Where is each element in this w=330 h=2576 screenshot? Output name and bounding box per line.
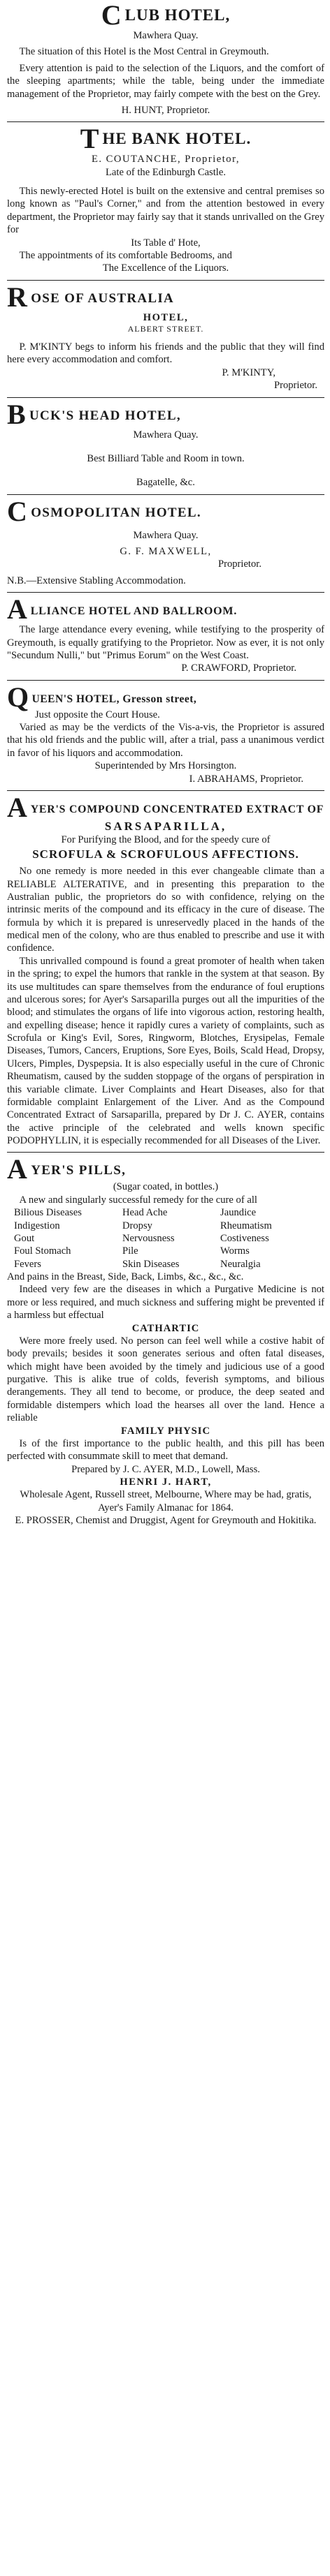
- pills-body-3: Is of the first importance to the public health, and this pill has been perfected with consummate skill to meet that demand.: [7, 1437, 324, 1463]
- disease-item: Bilious Diseases: [14, 1207, 82, 1219]
- disease-item: Rheumatism: [220, 1220, 272, 1231]
- pills-hart-agent: Wholesale Agent, Russell street, Melbourne, Where may be had, gratis, Ayer's Family Almanac for 1864.: [20, 1489, 312, 1513]
- sarsaparilla-title: AYER'S COMPOUND CONCENTRATED EXTRACT OF: [7, 791, 324, 823]
- divider: [7, 680, 324, 681]
- rose-hotel-role: Proprietor.: [273, 380, 317, 392]
- cosmopolitan-title: COSMOPOLITAN HOTEL.: [7, 495, 201, 527]
- bank-hotel-liquors: The Excellence of the Liquors.: [102, 262, 229, 274]
- pills-sugar: (Sugar coated, in bottles.): [113, 1181, 219, 1193]
- cosmopolitan-location: Mawhera Quay.: [133, 529, 199, 541]
- divider: [7, 494, 324, 495]
- bucks-head-title: BUCK'S HEAD HOTEL,: [7, 398, 181, 430]
- sarsaparilla-body-1: No one remedy is more needed in this ever changeable climate than a RELIABLE ALTERATIVE, and in presenting this preparation to the Australian public, the proprietors do so with confidence, relying on the intrinsic merits of the compound and its efficacy in the cure of disease. The formula by which it is prepared is unreservedly placed in the hands of the medical men of the colony, who are thus enabled to prescribe and use it with confidence.: [7, 866, 324, 954]
- divider: [7, 790, 324, 791]
- club-hotel-situation: The situation of this Hotel is the Most Central in Greymouth.: [19, 46, 269, 58]
- cosmopolitan-hotel-ad: [7, 495, 324, 588]
- disease-item: Skin Diseases: [122, 1258, 180, 1270]
- pills-prosser-agent: E. PROSSER, Chemist and Druggist, Agent for Greymouth and Hokitika.: [15, 1515, 317, 1527]
- disease-item: Nervousness: [122, 1232, 175, 1244]
- sarsaparilla-body-2: This unrivalled compound is found a great promoter of health when taken in the spring; to expel the humors that rankle in the system at that season. By its use multitudes can spare themselves from the endurance of foul eruptions and ulcerous sores; for Ayer's Sarsaparilla purges out all the impurities of the blood; and stimulates the organs of life into vigorous action, restoring health, and expelling disease; hence it rapidly cures a variety of complaints, such as Scrofula or King's Evil, Sores, Ringworm, Blotches, Erysipelas, Female Diseases, Tumors, Cancers, Eruptions, Sore Eyes, Boils, Scald Head, Dropsy, Ulcers, Pimples, Dyspepsia. It is also especially useful in the cure of Chronic Rheumatism, caused by the sudden stoppage of the organs of perspiration in this variable climate. Liver Complaints and Heart Diseases, also for that formidable complaint Enlargement of the Liver. And as the Compound Concentrated Extract of Sarsaparilla, prepared by Dr J. C. AYER, contains the active principle of the celebrated and wells known specific PODOPHYLLIN, it is especially recommended for all Diseases of the Liver.: [7, 955, 324, 1147]
- bank-hotel-bedrooms: The appointments of its comfortable Bedrooms, and: [19, 249, 232, 261]
- pills-intro: A new and singularly successful remedy for the cure of all: [19, 1194, 257, 1206]
- disease-item: Head Ache: [122, 1207, 168, 1219]
- bank-hotel-table: Its Table d' Hote,: [131, 237, 201, 249]
- alliance-signature: P. CRAWFORD, Proprietor.: [181, 662, 296, 674]
- bank-hotel-description: This newly-erected Hotel is built on the extensive and central premises so long known as "Paul's Corner," and from the attention bestowed in every department, the Proprietor may fairly say that it stands unrivalled on the Grey for: [7, 186, 324, 236]
- bucks-head-ad: [7, 398, 324, 489]
- cosmopolitan-nb: N.B.—Extensive Stabling Accommodation.: [7, 575, 186, 586]
- pills-hart-name: HENRI J. HART,: [120, 1476, 212, 1488]
- queens-title-tail: Just opposite the Court House.: [35, 709, 160, 720]
- queens-hotel-ad: [7, 681, 324, 785]
- divider: [7, 1152, 324, 1153]
- disease-item: Neuralgia: [220, 1258, 261, 1270]
- disease-item: Dropsy: [122, 1220, 152, 1231]
- disease-item: Jaundice: [220, 1207, 257, 1219]
- bank-hotel-late: Late of the Edinburgh Castle.: [106, 166, 226, 178]
- bucks-head-location: Mawhera Quay.: [133, 429, 199, 441]
- disease-item: Gout: [14, 1232, 35, 1244]
- rose-hotel-title-tail: HOTEL,: [143, 311, 189, 323]
- ayers-sarsaparilla-ad: [7, 791, 324, 1147]
- rose-hotel-signature: P. M'KINTY,: [222, 367, 275, 378]
- queens-superintended: Superintended by Mrs Horsington.: [94, 760, 237, 772]
- bucks-head-bagatelle: Bagatelle, &c.: [136, 477, 195, 489]
- divider: [7, 121, 324, 122]
- divider: [7, 592, 324, 593]
- ayers-pills-ad: [7, 1153, 324, 1527]
- queens-signature: I. ABRAHAMS, Proprietor.: [189, 773, 303, 785]
- club-hotel-location: Mawhera Quay.: [133, 30, 199, 41]
- queens-description: Varied as may be the verdicts of the Vis-a-vis, the Proprietor is assured that his old friends and the public will, after a trial, pass a unanimous verdict in favor of his liquors and accommodation.: [7, 722, 324, 759]
- pills-prepared: Prepared by J. C. AYER, M.D., Lowell, Mass.: [71, 1463, 260, 1475]
- disease-item: Worms: [220, 1245, 250, 1257]
- disease-item: Fevers: [14, 1258, 41, 1270]
- pills-diseases-list: [7, 1206, 324, 1271]
- sarsaparilla-product: SARSAPARILLA,: [104, 819, 227, 833]
- bank-hotel-proprietor: E. COUTANCHE, Proprietor,: [91, 154, 241, 165]
- rose-hotel-ad: [7, 281, 324, 392]
- rose-hotel-title: ROSE OF AUSTRALIA: [7, 281, 175, 313]
- sarsaparilla-affections: SCROFULA & SCROFULOUS AFFECTIONS.: [32, 847, 299, 861]
- rose-hotel-description: P. M'KINTY begs to inform his friends and the public that they will find here every accommodation and comfort.: [7, 341, 324, 366]
- alliance-title: ALLIANCE HOTEL AND BALLROOM.: [7, 593, 238, 626]
- pills-body-1: Indeed very few are the diseases in which a Purgative Medicine is not more or less required, and much sickness and suffering might be prevented if a harmless but effectual: [7, 1284, 324, 1322]
- alliance-hotel-ad: [7, 593, 324, 675]
- club-hotel-signature: H. HUNT, Proprietor.: [121, 104, 210, 116]
- cosmopolitan-proprietor: G. F. MAXWELL,: [120, 546, 212, 558]
- bank-hotel-title: THE BANK HOTEL.: [80, 123, 252, 155]
- club-hotel-ad: [7, 0, 324, 117]
- divider: [7, 397, 324, 398]
- pills-cathartic: CATHARTIC: [131, 1322, 200, 1334]
- rose-hotel-street: ALBERT STREET.: [127, 324, 204, 334]
- bucks-head-billiard: Best Billiard Table and Room in town.: [87, 452, 245, 464]
- disease-item: Costiveness: [220, 1232, 269, 1244]
- disease-item: Indigestion: [14, 1220, 60, 1231]
- alliance-description: The large attendance every evening, while testifying to the prosperity of Greymouth, is equally gratifying to the Proprietor. Now as ever, it is not only "Secundum Nulli," but "Primus Eorum" on the West Coast.: [7, 624, 324, 661]
- club-hotel-attention: Every attention is paid to the selection of the Liquors, and the comfort of the sleeping apartments; while the table, being under the immediate management of the Proprietor, may fairly compete with the best on the Grey.: [7, 62, 324, 100]
- pills-body-2: Were more freely used. No person can feel well while a costive habit of body prevails; besides it soon generates serious and often fatal diseases, which might have been avoided by the timely and judicious use of a good purgative. This is alike true of colds, feverish symptoms, and bilious derangements. They all tend to become, or produce, the deep seated and formidable distempers which load the hearses all over the land. Hence a reliable: [7, 1335, 324, 1424]
- pills-title: AYER'S PILLS,: [7, 1153, 127, 1185]
- sarsaparilla-purpose: For Purifying the Blood, and for the speedy cure of: [61, 834, 271, 846]
- disease-item: Foul Stomach: [14, 1245, 71, 1257]
- bank-hotel-ad: [7, 123, 324, 274]
- cosmopolitan-role: Proprietor.: [217, 558, 261, 570]
- pills-pains: And pains in the Breast, Side, Back, Limbs, &c., &c., &c.: [7, 1271, 244, 1283]
- queens-title: QUEEN'S HOTEL, Gresson street,: [7, 681, 197, 713]
- pills-family-physic: FAMILY PHYSIC: [120, 1425, 210, 1437]
- disease-item: Pile: [122, 1245, 138, 1257]
- divider: [7, 280, 324, 281]
- club-hotel-title: CLUB HOTEL,: [101, 0, 231, 31]
